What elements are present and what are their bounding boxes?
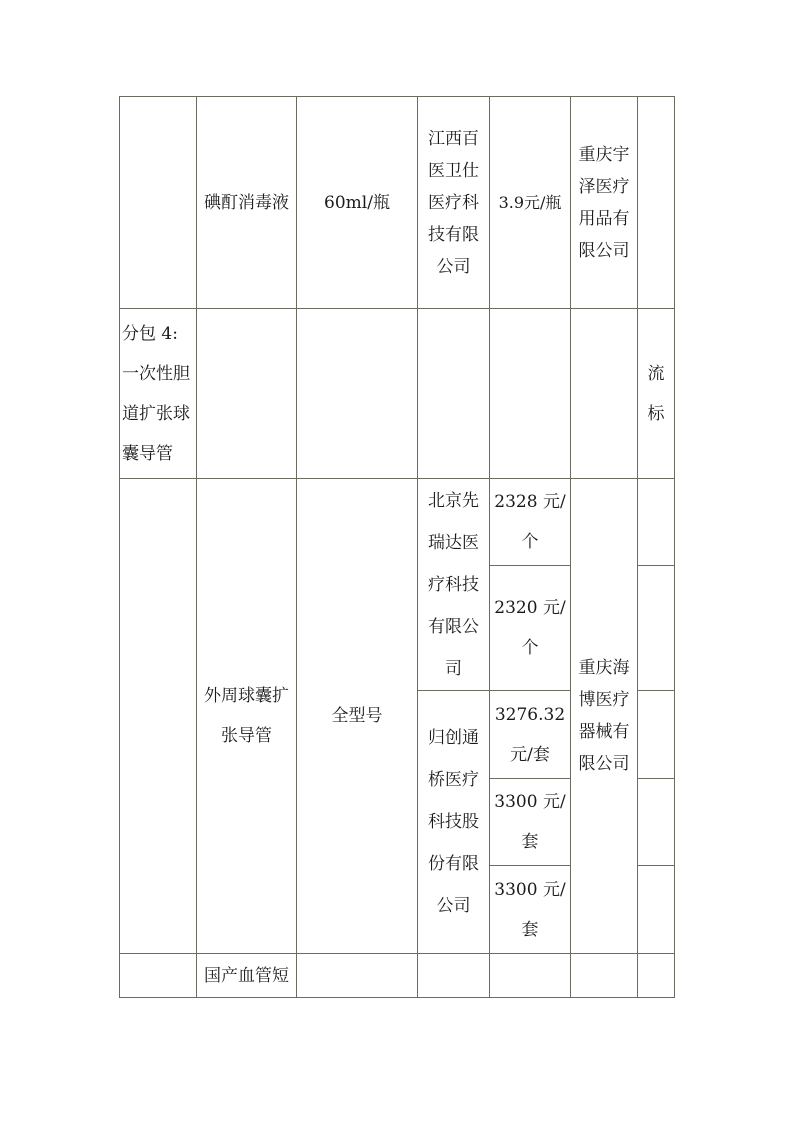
price: 3300 元/ 套 xyxy=(494,792,566,852)
price-cell xyxy=(490,479,571,566)
spec-cell xyxy=(297,97,418,309)
manufacturer-cell xyxy=(418,691,490,954)
price-cell xyxy=(490,779,571,866)
manufacturer: 北京先 瑞达医 疗科技 有限公 司 xyxy=(428,490,479,679)
price: 3300 元/ 套 xyxy=(494,879,566,940)
price: 3.9元/瓶 xyxy=(498,192,562,212)
distributor: 重庆宇 泽医疗 用品有 限公司 xyxy=(578,144,630,261)
product-name: 国产血管短 xyxy=(204,965,289,986)
package-cell xyxy=(120,479,197,954)
note-cell xyxy=(638,691,675,779)
manufacturer-cell xyxy=(418,479,490,691)
package-cell xyxy=(120,97,197,309)
procurement-table xyxy=(119,96,675,998)
price-cell xyxy=(490,866,571,954)
note-cell xyxy=(638,479,675,566)
package-cell xyxy=(120,954,197,998)
package-cell xyxy=(120,309,197,479)
price: 3276.32 元/套 xyxy=(494,704,566,765)
table-row xyxy=(120,309,675,479)
note-cell xyxy=(638,566,675,691)
price-cell xyxy=(490,566,571,691)
price: 2320 元/ 个 xyxy=(494,598,566,658)
note-cell xyxy=(638,97,675,309)
distributor: 重庆海 博医疗 器械有 限公司 xyxy=(578,658,630,774)
product-name: 碘酊消毒液 xyxy=(204,192,289,213)
manufacturer-cell xyxy=(418,97,490,309)
product-name-cell xyxy=(197,954,297,998)
note-cell xyxy=(638,309,675,479)
note-cell xyxy=(638,779,675,866)
note: 流 标 xyxy=(647,363,665,424)
spec-cell xyxy=(297,479,418,954)
product-name-cell xyxy=(197,479,297,954)
product-name-cell xyxy=(197,97,297,309)
product-name: 外周球囊扩 张导管 xyxy=(204,686,289,746)
note-cell xyxy=(638,866,675,954)
price-cell xyxy=(490,97,571,309)
price-cell xyxy=(490,691,571,779)
spec: 全型号 xyxy=(331,706,383,726)
package-label: 分包 4: 一次性胆 道扩张球 囊导管 xyxy=(122,323,190,464)
price: 2328 元/ 个 xyxy=(494,492,566,552)
table-row xyxy=(120,97,675,309)
table-row xyxy=(120,954,675,998)
manufacturer: 归创通 桥医疗 科技股 份有限 公司 xyxy=(428,728,479,916)
spec: 60ml/瓶 xyxy=(324,192,390,213)
distributor-cell xyxy=(571,479,638,954)
distributor-cell xyxy=(571,97,638,309)
table-row xyxy=(120,479,675,566)
manufacturer: 江西百 医卫仕 医疗科 技有限 公司 xyxy=(428,128,479,277)
